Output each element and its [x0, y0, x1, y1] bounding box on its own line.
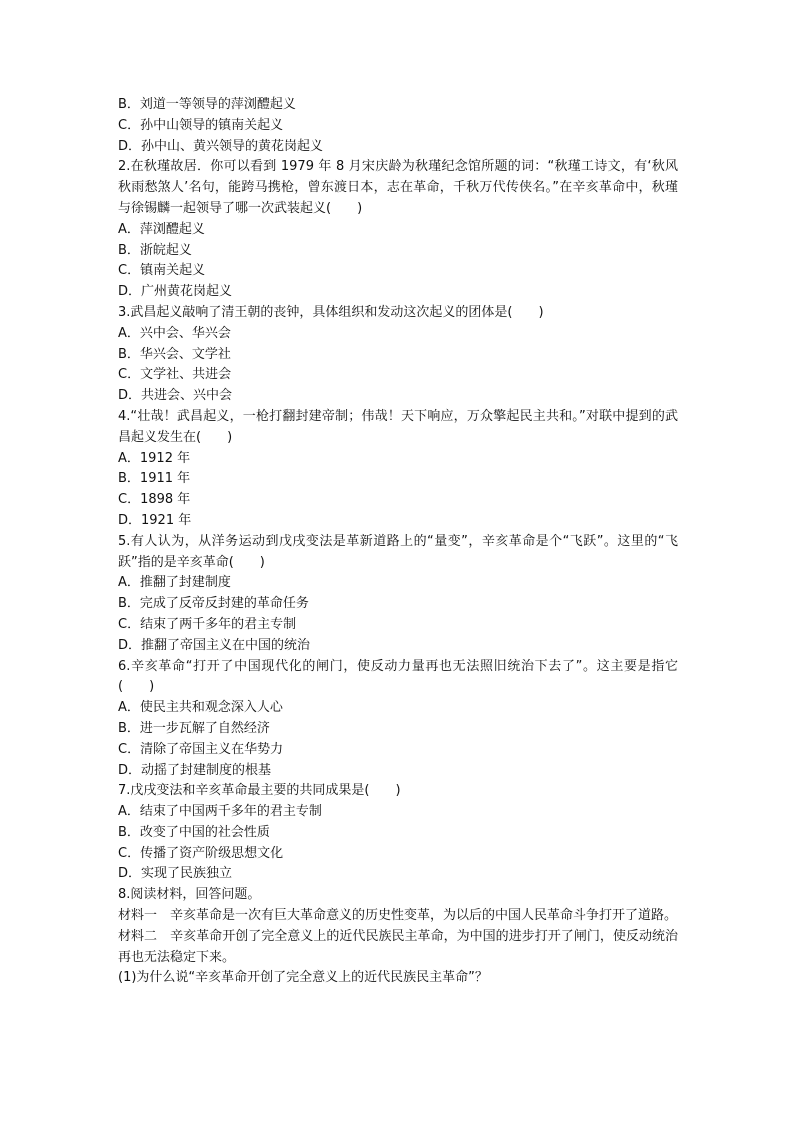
question-text: 5.有人认为，从洋务运动到戊戌变法是革新道路上的“量变”，辛亥革命是个“飞跃”。这里的“飞跃”指的是辛亥革命( ) — [118, 533, 678, 570]
answer-option: C．孙中山领导的镇南关起义 — [118, 117, 284, 133]
question-text: 材料二 辛亥革命开创了完全意义上的近代民族民主革命，为中国的进步打开了闸门，使反动统治再也无法稳定下来。 — [118, 928, 678, 965]
document-page — [118, 95, 678, 989]
answer-option: B．完成了反帝反封建的革命任务 — [118, 596, 309, 612]
question-text: (1)为什么说“辛亥革命开创了完全意义上的近代民族民主革命”？ — [118, 970, 488, 986]
answer-option: D．共进会、兴中会 — [118, 388, 233, 404]
answer-option: D．推翻了帝国主义在中国的统治 — [118, 637, 311, 653]
question-text: 材料一 辛亥革命是一次有巨大革命意义的历史性变革，为以后的中国人民革命斗争打开了道路。 — [118, 908, 678, 924]
answer-option: D．实现了民族独立 — [118, 866, 233, 882]
answer-option: D．动摇了封建制度的根基 — [118, 762, 272, 778]
question-text: 3.武昌起义敲响了清王朝的丧钟，具体组织和发动这次起义的团体是( ) — [118, 304, 544, 320]
answer-option: C．传播了资产阶级思想文化 — [118, 845, 284, 861]
question-text: 4.“壮哉！武昌起义，一枪打翻封建帝制；伟哉！天下响应，万众擎起民主共和。”对联中提到的武昌起义发生在( ) — [118, 408, 678, 445]
answer-option: D．1921 年 — [118, 512, 192, 528]
answer-option: C．镇南关起义 — [118, 263, 206, 279]
answer-option: B．华兴会、文学社 — [118, 346, 231, 362]
answer-option: A．使民主共和观念深入人心 — [118, 700, 283, 716]
answer-option: A．1912 年 — [118, 450, 191, 466]
answer-option: C．1898 年 — [118, 492, 191, 508]
answer-option: A．结束了中国两千多年的君主专制 — [118, 804, 322, 820]
question-text: 2.在秋瑾故居．你可以看到 1979 年 8 月宋庆龄为秋瑾纪念馆所题的词：“秋瑾工诗文，有‘秋风秋雨愁煞人’名句，能跨马携枪，曾东渡日本，志在革命，千秋万代传侠名。”在辛亥革命中，秋瑾与徐锡麟一起领导了哪一次武装起义( ) — [118, 159, 678, 216]
question-text: 8.阅读材料，回答问题。 — [118, 887, 261, 903]
answer-option: B．改变了中国的社会性质 — [118, 824, 270, 840]
question-text: 6.辛亥革命“打开了中国现代化的闸门，使反动力量再也无法照旧统治下去了”。这主要是指它( ) — [118, 658, 678, 695]
answer-option: C．清除了帝国主义在华势力 — [118, 741, 284, 757]
answer-option: C．文学社、共进会 — [118, 367, 232, 383]
answer-option: B．浙皖起义 — [118, 242, 192, 258]
answer-option: B．刘道一等领导的萍浏醴起义 — [118, 97, 296, 112]
answer-option: D．广州黄花岗起义 — [118, 284, 233, 300]
question-text: 7.戊戌变法和辛亥革命最主要的共同成果是( ) — [118, 783, 401, 799]
answer-option: C．结束了两千多年的君主专制 — [118, 616, 297, 632]
answer-option: B．1911 年 — [118, 471, 191, 487]
answer-option: A．萍浏醴起义 — [118, 221, 205, 237]
answer-option: B．进一步瓦解了自然经济 — [118, 720, 270, 736]
answer-option: A．推翻了封建制度 — [118, 575, 231, 591]
answer-option: D．孙中山、黄兴领导的黄花岗起义 — [118, 138, 324, 154]
answer-option: A．兴中会、华兴会 — [118, 325, 231, 341]
